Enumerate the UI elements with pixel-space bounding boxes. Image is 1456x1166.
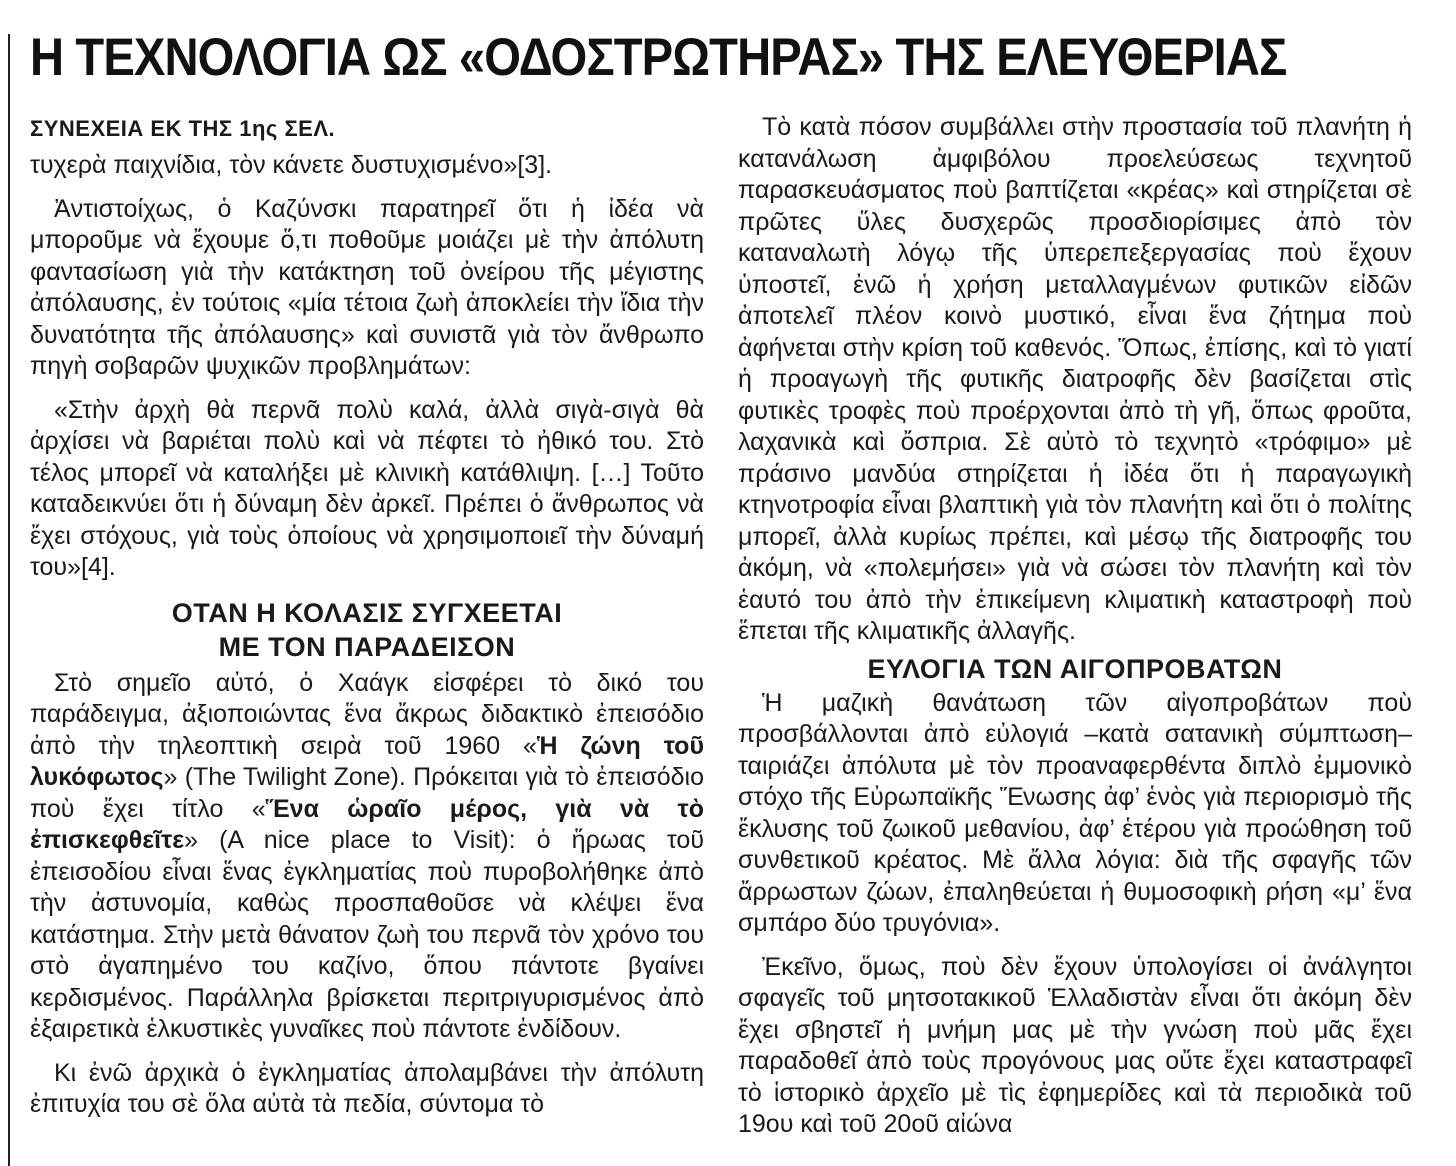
right-paragraph-3: Ἐκεῖνο, ὅμως, ποὺ δὲν ἔχουν ὑπολογίσει οἱ ἀνάλγητοι σφαγεῖς τοῦ μητσοτακικοῦ Ἑλλαδιστὰν εἶναι ὅτι ἀκόμη δὲν ἔχει σβηστεῖ ἡ μνήμη μας μὲ τὴν γνώση ποὺ μᾶς ἔχει παραδοθεῖ ἀπὸ τοὺς προγόνους μας οὔτε ἔχει καταστραφεῖ τὸ ἱστορικὸ ἀρχεῖο μὲ τὶς ἐφημερίδες καὶ τὰ περιοδικὰ τοῦ 19ου καὶ τοῦ 20οῦ αἰώνα: [738, 952, 1412, 1138]
paragraph-4-text-a: Στὸ σημεῖο αὐτό, ὁ Χαάγκ εἰσφέρει τὸ δικό του παράδειγμα, ἀξιοποιώντας ἕνα ἄκρως διδακτικὸ ἐπεισόδιο ἀπὸ τὴν τηλεοπτικὴ σειρὰ τοῦ 1960 «: [30, 668, 704, 760]
right-paragraph-1: Τὸ κατὰ πόσον συμβάλλει στὴν προστασία τοῦ πλανήτη ἡ κατανάλωση ἀμφιβόλου προελεύσεως τεχνητοῦ παρασκευάσματος ποὺ βαπτίζεται «κρέας» καὶ στηρίζεται σὲ πρῶτες ὕλες δυσχερῶς προσδιορίσιμες ἀπὸ τὸν καταναλωτὴ λόγῳ τῆς ὑπερεπεξεργασίας ποὺ ἔχουν ὑποστεῖ, ἐνῶ ἡ χρήση μεταλλαγμένων φυτικῶν εἰδῶν ἀποτελεῖ πλέον κοινὸ μυστικό, εἶναι ἕνα ζήτημα ποὺ ἀφήνεται στὴν κρίση τοῦ καθενός. Ὅπως, ἐπίσης, καὶ τὸ γιατί ἡ προαγωγὴ τῆς φυτικῆς διατροφῆς δὲν βασίζεται στὶς φυτικὲς τροφὲς ποὺ προέρχονται ἀπὸ τὴ γῆ, ὅπως φροῦτα, λαχανικὰ καὶ ὄσπρια. Σὲ αὐτὸ τὸ τεχνητὸ «τρόφιμο» μὲ πράσινο μανδύα στηρίζεται ἡ ἰδέα ὅτι ἡ παραγωγικὴ κτηνοτροφία εἶναι βλαπτικὴ γιὰ τὸν πλανήτη καὶ ὅτι ὁ πολίτης μπορεῖ, ἀλλὰ κυρίως πρέπει, καὶ μέσῳ τῆς διατροφῆς του ἀκόμη, νὰ «πολεμήσει» γιὰ νὰ σώσει τὸν πλανήτη καὶ τὸν ἑαυτό του ἀπὸ τὴν ἐπικείμενη κλιματικὴ καταστροφὴ ποὺ ἕπεται τῆς κλιματικῆς ἀλλαγῆς.: [738, 113, 1412, 645]
paragraph-5: Κι ἐνῶ ἀρχικὰ ὁ ἐγκληματίας ἀπολαμβάνει τὴν ἀπόλυτη ἐπιτυχία του σὲ ὅλα αὐτὰ τὰ πεδία, σύντομα τὸ: [30, 1058, 704, 1118]
paragraph-1: τυχερὰ παιχνίδια, τὸν κάνετε δυστυχισμένο»[3].: [30, 151, 553, 179]
paragraph-4-text-b: » (The Twilight Zone). Πρόκειται γιὰ τὸ ἐπεισόδιο ποὺ ἔχει τίτλο «: [30, 763, 704, 823]
page-headline: Η ΤΕΧΝΟΛΟΓΙΑ ΩΣ «ΟΔΟΣΤΡΩΤΗΡΑΣ» ΤΗΣ ΕΛΕΥΘΕΡΙΑΣ: [30, 28, 1287, 87]
continued-label: ΣΥΝΕΧΕΙΑ ΕΚ ΤΗΣ 1ης ΣΕΛ.: [30, 116, 336, 141]
column-divider-rule: [8, 34, 10, 1166]
series-title-bold: Ἡ ζώνη τοῦ λυκόφωτος: [30, 731, 704, 791]
paragraph-3-quote: «Στὴν ἀρχὴ θὰ περνᾶ πολὺ καλά, ἀλλὰ σιγὰ-σιγὰ θὰ ἀρχίσει νὰ βαριέται πολὺ καὶ νὰ πέφτει τὸ ἠθικό του. Στὸ τέλος μπορεῖ νὰ καταλήξει μὲ κλινικὴ κατάθλιψη. […] Τοῦτο καταδεικνύει ὅτι ἡ δύναμη δὲν ἀρκεῖ. Πρέπει ὁ ἄνθρωπος νὰ ἔχει στόχους, γιὰ τοὺς ὁποίους νὰ χρησιμοποιεῖ τὴν δύναμή του»[4].: [30, 395, 704, 581]
right-paragraph-2: Ἡ μαζικὴ θανάτωση τῶν αἰγοπροβάτων ποὺ προσβάλλονται ἀπὸ εὐλογιά –κατὰ σατανικὴ σύμπτωση– ταιριάζει ἀπόλυτα μὲ τὸν προαναφερθέντα διπλὸ ἐμμονικὸ στόχο τῆς Εὐρωπαϊκῆς Ἕνωσης ἀφ’ ἑνὸς γιὰ περιορισμὸ τῆς ἔκλυσης τοῦ ζωικοῦ μεθανίου, ἀφ’ ἑτέρου γιὰ προώθηση τοῦ συνθετικοῦ κρέατος. Μὲ ἄλλα λόγια: διὰ τῆς σφαγῆς τῶν ἄρρωστων ζώων, ἐπαληθεύεται ἡ θυμοσοφικὴ ρήση «μ’ ἕνα σμπάρο δύο τρυγόνια».: [738, 688, 1412, 937]
paragraph-4-text-c: » (A nice place to Visit): ὁ ἥρωας τοῦ ἐπεισοδίου εἶναι ἕνας ἐγκληματίας ποὺ πυροβολήθηκε ἀπὸ τὴν ἀστυνομία, καθὼς προσπαθοῦσε νὰ κλέψει ἕνα κατάστημα. Στὴν μετὰ θάνατον ζωὴ του περνᾶ τὸν χρόνο του στὸ ἀγαπημένο του καζίνο, ὅπου πάντοτε βγαίνει κερδισμένος. Παράλληλα βρίσκεται περιτριγυρισμένος ἀπὸ ἐξαιρετικὰ ἑλκυστικὲς γυναῖκες ποὺ πάντοτε ἐνδίδουν.: [30, 826, 704, 1043]
subheading-line-2: ΜΕ ΤΟΝ ΠΑΡΑΔΕΙΣΟΝ: [218, 631, 516, 662]
section-subheading-smallpox: ΕΥΛΟΓΙΑ ΤΩΝ ΑΙΓΟΠΡΟΒΑΤΩΝ: [867, 653, 1283, 684]
paragraph-2: Ἀντιστοίχως, ὁ Καζύνσκι παρατηρεῖ ὅτι ἡ ἰδέα νὰ μποροῦμε νὰ ἔχουμε ὅ,τι ποθοῦμε μοιάζει μὲ τὴν ἀπόλυτη φαντασίωση γιὰ τὴν κατάκτηση τοῦ ὀνείρου τῆς μέγιστης ἀπόλαυσης, ἐν τούτοις «μία τέτοια ζωὴ ἀποκλείει τὴν ἴδια τὴν δυνατότητα τῆς ἀπόλαυσης» καὶ συνιστᾶ γιὰ τὸν ἄνθρωπο πηγὴ σοβαρῶν ψυχικῶν προβλημάτων:: [30, 194, 704, 380]
right-column: [738, 112, 1412, 1166]
section-subheading-hell-paradise: [30, 596, 704, 664]
episode-title-bold: Ἕνα ὡραῖο μέρος, γιὰ νὰ τὸ ἐπισκεφθεῖτε: [30, 794, 704, 854]
subheading-line-1: ΟΤΑΝ Η ΚΟΛΑΣΙΣ ΣΥΓΧΕΕΤΑΙ: [171, 597, 563, 628]
paragraph-4: [30, 668, 704, 1046]
left-column: [30, 112, 704, 1166]
